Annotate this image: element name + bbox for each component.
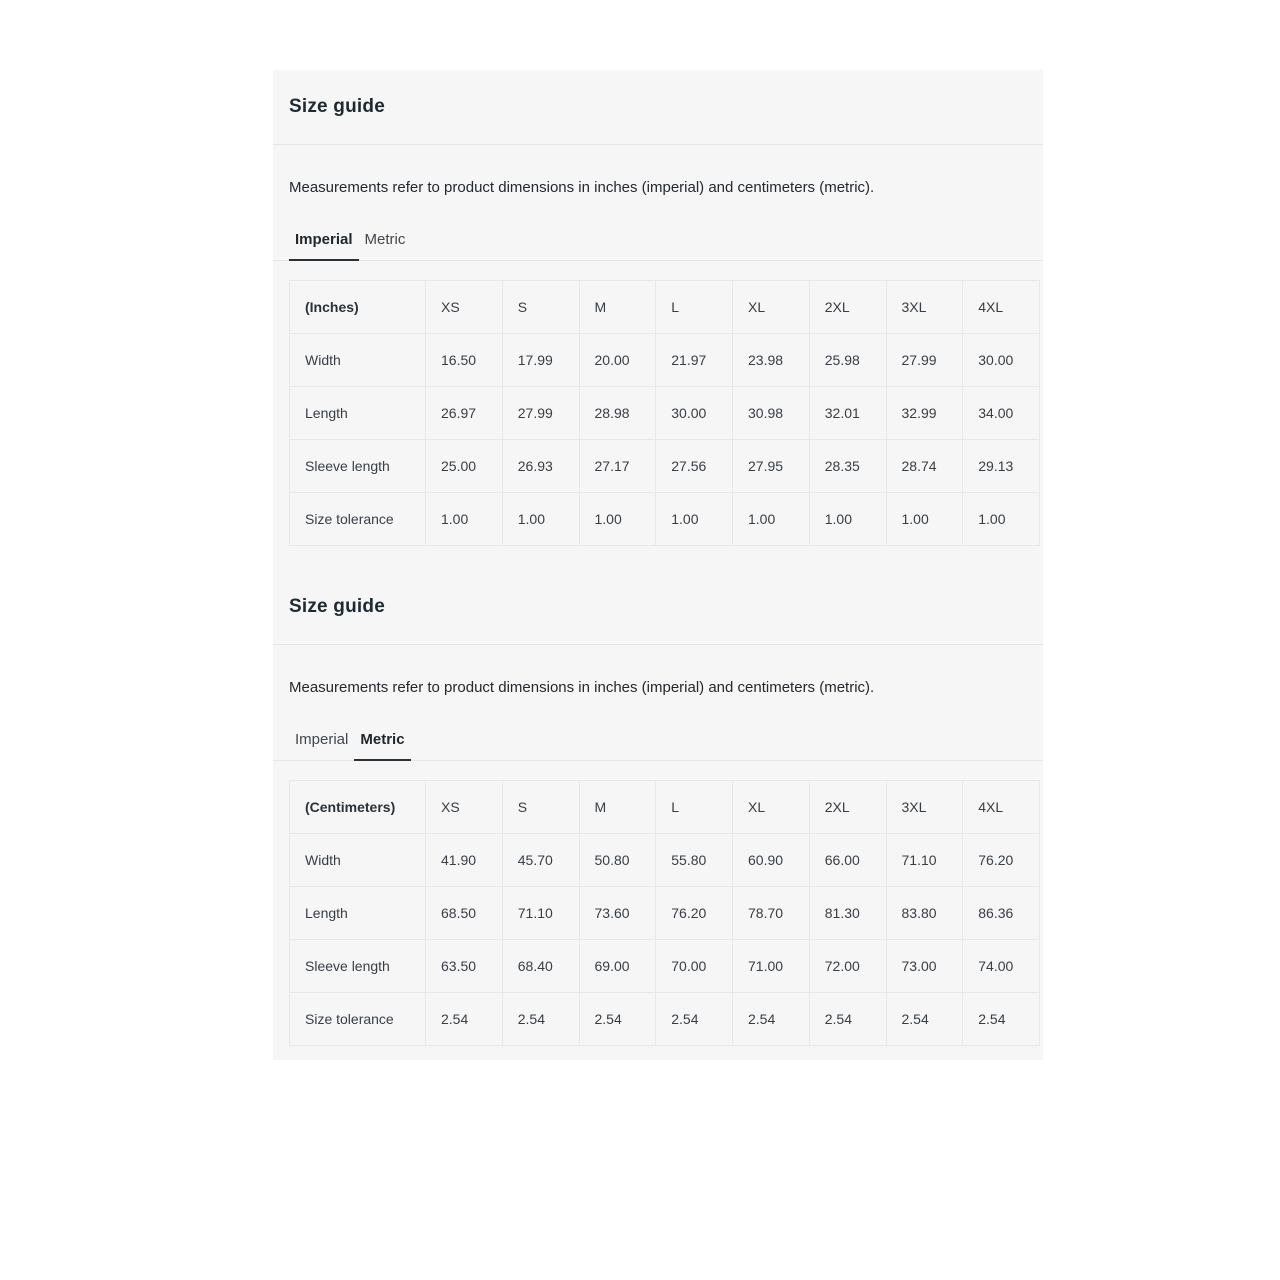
table-header-row xyxy=(290,281,1040,334)
measure-value: 32.01 xyxy=(809,387,886,440)
measure-value: 86.36 xyxy=(963,887,1040,940)
measure-value: 63.50 xyxy=(426,940,503,993)
table-row xyxy=(290,940,1040,993)
size-column-header: 2XL xyxy=(809,781,886,834)
size-guide-modal-stack xyxy=(273,70,1043,1060)
measure-value: 2.54 xyxy=(579,993,656,1046)
measure-value: 20.00 xyxy=(579,334,656,387)
size-column-header: XL xyxy=(733,781,810,834)
measure-value: 34.00 xyxy=(963,387,1040,440)
metric-size-table xyxy=(289,780,1040,1046)
measure-value: 68.50 xyxy=(426,887,503,940)
measure-value: 2.54 xyxy=(426,993,503,1046)
measure-value: 45.70 xyxy=(502,834,579,887)
measure-row-label: Length xyxy=(290,887,426,940)
measure-value: 30.98 xyxy=(733,387,810,440)
measure-value: 41.90 xyxy=(426,834,503,887)
size-guide-panel-metric xyxy=(273,570,1043,1060)
table-row xyxy=(290,834,1040,887)
measure-value: 73.60 xyxy=(579,887,656,940)
imperial-size-table xyxy=(289,280,1040,546)
measure-value: 1.00 xyxy=(579,493,656,546)
size-column-header: 3XL xyxy=(886,781,963,834)
measurements-description: Measurements refer to product dimensions in inches (imperial) and centimeters (metric). xyxy=(289,679,875,696)
measure-value: 71.10 xyxy=(502,887,579,940)
measure-value: 1.00 xyxy=(886,493,963,546)
measure-value: 2.54 xyxy=(963,993,1040,1046)
size-column-header: 4XL xyxy=(963,281,1040,334)
size-column-header: M xyxy=(579,281,656,334)
panel-header xyxy=(273,70,1043,144)
table-row xyxy=(290,387,1040,440)
size-column-header: M xyxy=(579,781,656,834)
measure-value: 21.97 xyxy=(656,334,733,387)
measure-value: 74.00 xyxy=(963,940,1040,993)
measure-value: 50.80 xyxy=(579,834,656,887)
panel-body xyxy=(273,645,1043,1060)
measure-value: 27.95 xyxy=(733,440,810,493)
measure-value: 1.00 xyxy=(656,493,733,546)
tab-metric[interactable]: Metric xyxy=(354,723,410,761)
measure-value: 30.00 xyxy=(963,334,1040,387)
measurements-description: Measurements refer to product dimensions in inches (imperial) and centimeters (metric). xyxy=(289,179,875,196)
table-row xyxy=(290,493,1040,546)
size-column-header: L xyxy=(656,781,733,834)
measure-value: 1.00 xyxy=(809,493,886,546)
measure-value: 2.54 xyxy=(733,993,810,1046)
measure-value: 2.54 xyxy=(886,993,963,1046)
unit-header-cell: (Centimeters) xyxy=(290,781,426,834)
tab-metric[interactable]: Metric xyxy=(364,231,406,248)
measure-value: 70.00 xyxy=(656,940,733,993)
measure-value: 27.99 xyxy=(886,334,963,387)
measure-row-label: Sleeve length xyxy=(290,440,426,493)
measure-value: 17.99 xyxy=(502,334,579,387)
measure-value: 76.20 xyxy=(963,834,1040,887)
tab-imperial[interactable]: Imperial xyxy=(295,731,349,748)
measure-value: 28.74 xyxy=(886,440,963,493)
measure-value: 26.93 xyxy=(502,440,579,493)
measure-row-label: Size tolerance xyxy=(290,493,426,546)
measure-value: 28.98 xyxy=(579,387,656,440)
table-header-row xyxy=(290,781,1040,834)
table-row xyxy=(290,334,1040,387)
panel-header xyxy=(273,570,1043,644)
measure-value: 1.00 xyxy=(733,493,810,546)
measure-value: 55.80 xyxy=(656,834,733,887)
measure-value: 25.00 xyxy=(426,440,503,493)
measure-value: 78.70 xyxy=(733,887,810,940)
measure-value: 28.35 xyxy=(809,440,886,493)
panel-body xyxy=(273,145,1043,570)
page-title: Size guide xyxy=(289,96,385,117)
size-column-header: 3XL xyxy=(886,281,963,334)
measure-value: 30.00 xyxy=(656,387,733,440)
measure-value: 26.97 xyxy=(426,387,503,440)
measure-value: 73.00 xyxy=(886,940,963,993)
measure-value: 71.10 xyxy=(886,834,963,887)
measure-value: 29.13 xyxy=(963,440,1040,493)
measure-value: 76.20 xyxy=(656,887,733,940)
measure-value: 27.56 xyxy=(656,440,733,493)
measure-value: 2.54 xyxy=(502,993,579,1046)
measure-value: 83.80 xyxy=(886,887,963,940)
measure-value: 1.00 xyxy=(426,493,503,546)
page-title: Size guide xyxy=(289,596,385,617)
measure-value: 27.17 xyxy=(579,440,656,493)
measure-value: 16.50 xyxy=(426,334,503,387)
measure-value: 2.54 xyxy=(656,993,733,1046)
measure-value: 23.98 xyxy=(733,334,810,387)
measure-row-label: Length xyxy=(290,387,426,440)
measure-value: 66.00 xyxy=(809,834,886,887)
unit-header-cell: (Inches) xyxy=(290,281,426,334)
size-column-header: L xyxy=(656,281,733,334)
size-column-header: XS xyxy=(426,281,503,334)
measure-value: 32.99 xyxy=(886,387,963,440)
table-row xyxy=(290,887,1040,940)
unit-tab-bar xyxy=(273,223,1043,261)
measure-row-label: Sleeve length xyxy=(290,940,426,993)
measure-value: 68.40 xyxy=(502,940,579,993)
measure-value: 1.00 xyxy=(963,493,1040,546)
measure-value: 1.00 xyxy=(502,493,579,546)
measure-value: 69.00 xyxy=(579,940,656,993)
measure-value: 2.54 xyxy=(809,993,886,1046)
unit-tab-bar xyxy=(273,723,1043,761)
measure-value: 72.00 xyxy=(809,940,886,993)
measure-row-label: Width xyxy=(290,834,426,887)
measure-value: 81.30 xyxy=(809,887,886,940)
size-column-header: XL xyxy=(733,281,810,334)
measure-row-label: Width xyxy=(290,334,426,387)
measure-row-label: Size tolerance xyxy=(290,993,426,1046)
table-row xyxy=(290,440,1040,493)
tab-imperial[interactable]: Imperial xyxy=(289,223,359,261)
measure-value: 60.90 xyxy=(733,834,810,887)
size-column-header: S xyxy=(502,781,579,834)
size-column-header: 2XL xyxy=(809,281,886,334)
measure-value: 25.98 xyxy=(809,334,886,387)
size-column-header: S xyxy=(502,281,579,334)
measure-value: 71.00 xyxy=(733,940,810,993)
table-row xyxy=(290,993,1040,1046)
measure-value: 27.99 xyxy=(502,387,579,440)
size-column-header: XS xyxy=(426,781,503,834)
size-guide-panel-imperial xyxy=(273,70,1043,570)
size-column-header: 4XL xyxy=(963,781,1040,834)
